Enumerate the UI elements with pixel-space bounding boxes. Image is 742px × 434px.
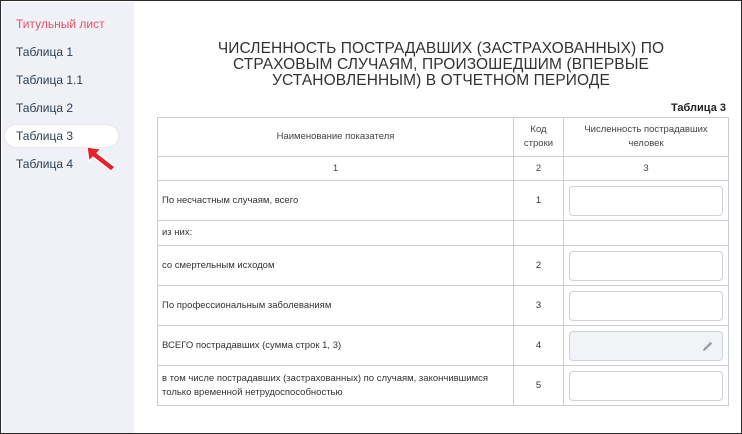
table-row <box>158 286 729 326</box>
header-indicator-name: Наименование показателя <box>158 118 514 157</box>
input-cell <box>564 246 729 286</box>
row-code: 1 <box>514 181 564 221</box>
sidebar-item-table-1-1[interactable]: Таблица 1.1 <box>16 73 84 87</box>
row-name: По профессиональным заболеваниям <box>158 286 514 326</box>
row-name: ВСЕГО пострадавших (сумма строк 1, 3) <box>158 326 514 366</box>
sidebar-item-table-3[interactable]: Таблица 3 <box>5 125 118 147</box>
table-row <box>158 246 729 286</box>
row-code <box>514 221 564 246</box>
header-row-code: Код строки <box>514 118 564 157</box>
row-code: 2 <box>514 246 564 286</box>
input-cell <box>564 366 729 406</box>
row-name: в том числе пострадавших (застрахованных) по случаям, закончившимся только временной нетрудоспособностью <box>158 366 514 406</box>
table-row <box>158 221 729 246</box>
victims-count-input-row-2[interactable] <box>569 251 723 281</box>
sidebar-item-title-page[interactable]: Титульный лист <box>16 17 105 31</box>
sidebar-item-table-2[interactable]: Таблица 2 <box>16 101 74 115</box>
input-cell <box>564 181 729 221</box>
sidebar-item-table-4[interactable]: Таблица 4 <box>16 157 74 171</box>
row-code: 5 <box>514 366 564 406</box>
victims-total-readonly-field <box>569 331 723 361</box>
table-row <box>158 366 729 406</box>
victims-count-input-row-1[interactable] <box>569 186 723 216</box>
column-number: 3 <box>564 157 729 181</box>
column-number: 1 <box>158 157 514 181</box>
sidebar-item-table-1[interactable]: Таблица 1 <box>16 45 74 59</box>
row-name: из них: <box>158 221 514 246</box>
row-name: По несчастным случаям, всего <box>158 181 514 221</box>
input-cell <box>564 326 729 366</box>
data-table <box>157 117 729 406</box>
table-header-row <box>158 118 729 157</box>
victims-count-input-row-3[interactable] <box>569 291 723 321</box>
header-victims-count: Численность пострадавших человек <box>564 118 729 157</box>
row-code: 3 <box>514 286 564 326</box>
victims-count-input-row-5[interactable] <box>569 371 723 401</box>
page-title: ЧИСЛЕННОСТЬ ПОСТРАДАВШИХ (ЗАСТРАХОВАННЫХ) ПО СТРАХОВЫМ СЛУЧАЯМ, ПРОИЗОШЕДШИМ (ВПЕРВЫЕ УСТАНОВЛЕННЫМ) В ОТЧЕТНОМ ПЕРИОДЕ <box>217 40 665 89</box>
column-number-row <box>158 157 729 181</box>
table-number-label: Таблица 3 <box>670 102 726 114</box>
table-row <box>158 326 729 366</box>
row-name: со смертельным исходом <box>158 246 514 286</box>
row-code: 4 <box>514 326 564 366</box>
red-arrow-pointer-icon <box>85 143 119 173</box>
pencil-icon[interactable] <box>702 340 714 352</box>
sidebar <box>2 2 134 433</box>
input-cell-empty <box>564 221 729 246</box>
table-row <box>158 181 729 221</box>
column-number: 2 <box>514 157 564 181</box>
input-cell <box>564 286 729 326</box>
